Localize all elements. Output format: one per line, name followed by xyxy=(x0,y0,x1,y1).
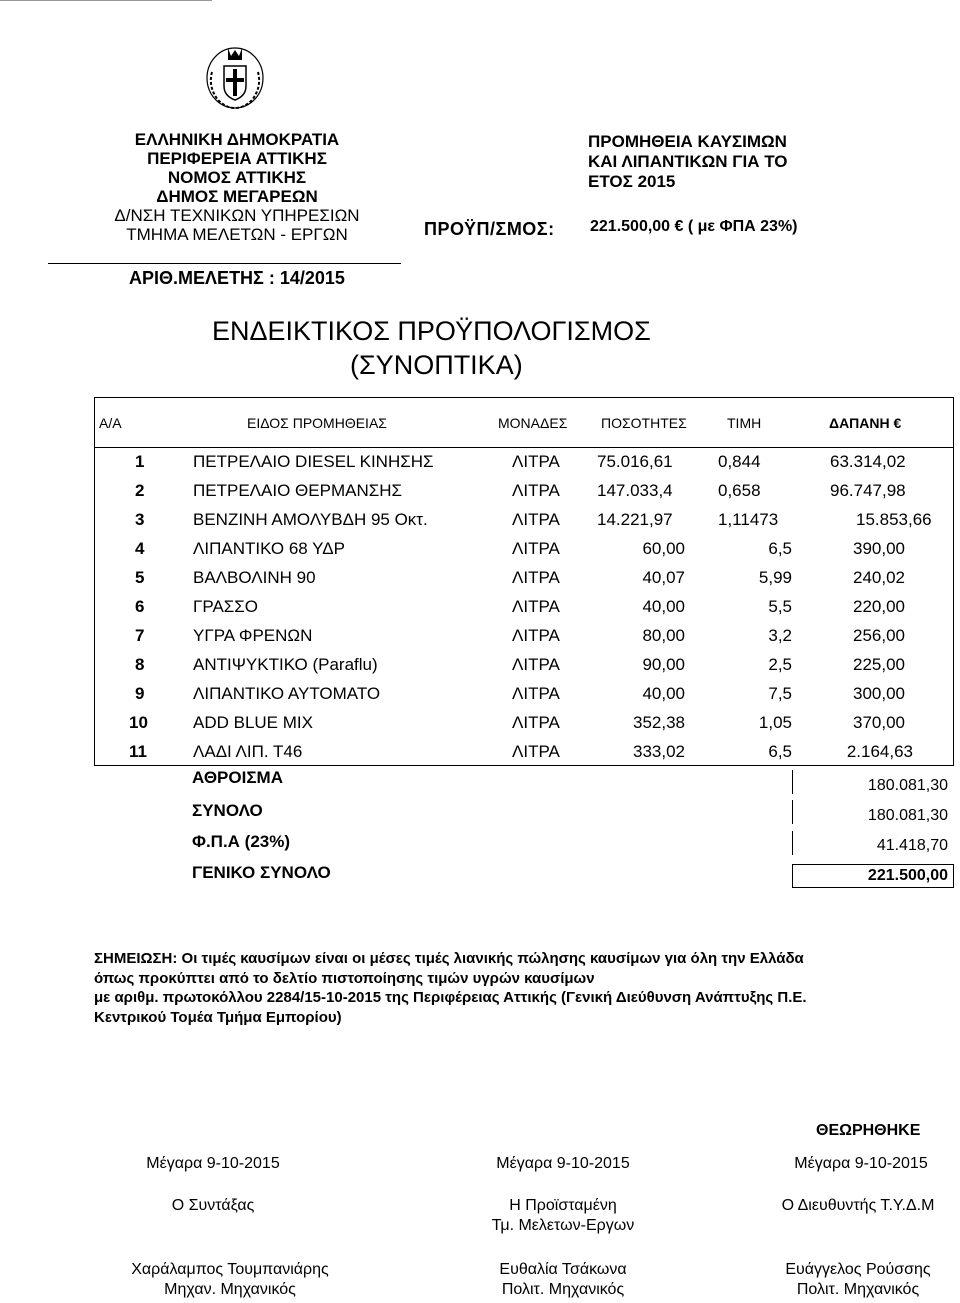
signature-title: Πολιτ. Μηχανικός xyxy=(501,1281,625,1298)
cell-aa: 6 xyxy=(135,597,145,616)
title-line-2: (ΣΥΝΟΠΤΙΚΑ) xyxy=(350,350,523,380)
cell-aa: 4 xyxy=(135,539,145,558)
note-line: ΣΗΜΕΙΩΣΗ: Οι τιμές καυσίμων είναι οι μέσες τιμές λιανικής πώλησης καυσίμων για όλη την Ελλάδα xyxy=(94,950,804,967)
col-header-price: ΤΙΜΗ xyxy=(727,415,762,431)
cell-price: 0,844 xyxy=(718,452,761,471)
cell-aa: 2 xyxy=(135,481,145,500)
cell-aa: 1 xyxy=(135,452,145,471)
signature-role: Η Προϊσταμένη xyxy=(509,1197,617,1214)
cell-qty: 60,00 xyxy=(642,539,685,558)
cell-aa: 11 xyxy=(129,742,147,761)
signature-role: Ο Συντάξας xyxy=(171,1197,255,1214)
signature-date: Μέγαρα 9-10-2015 xyxy=(146,1155,280,1172)
cell-unit: ΛΙΤΡΑ xyxy=(512,452,560,471)
cell-total: 390,00 xyxy=(853,539,905,558)
cell-total: 63.314,02 xyxy=(830,452,906,471)
header-divider xyxy=(48,263,401,264)
table-row xyxy=(95,564,955,593)
budget-value: 221.500,00 € ( με ΦΠΑ 23%) xyxy=(590,218,798,235)
header-line: ΕΛΛΗΝΙΚΗ ΔΗΜΟΚΡΑΤΙΑ xyxy=(134,130,340,149)
table-row xyxy=(95,535,955,564)
cell-aa: 9 xyxy=(135,684,145,703)
table-row xyxy=(95,651,955,680)
table-row xyxy=(95,506,955,535)
cell-qty: 80,00 xyxy=(642,626,685,645)
cell-desc: ΠΕΤΡΕΛΑΙΟ DIESEL ΚΙΝΗΣΗΣ xyxy=(193,452,434,471)
header-line: ΤΜΗΜΑ ΜΕΛΕΤΩΝ - ΕΡΓΩΝ xyxy=(126,225,348,244)
note-line: με αριθμ. πρωτοκόλλου 2284/15-10-2015 της Περιφέρειας Αττικής (Γενική Διεύθυνση Ανάπτυξης Π.Ε. xyxy=(94,989,807,1007)
header-line: ΠΕΡΙΦΕΡΕΙΑ ΑΤΤΙΚΗΣ xyxy=(147,149,327,168)
cell-aa: 3 xyxy=(135,510,145,529)
total-label: ΓΕΝΙΚΟ ΣΥΝΟΛΟ xyxy=(192,863,331,882)
col-header-unit: ΜΟΝΑΔΕΣ xyxy=(498,415,568,431)
cell-qty: 147.033,4 xyxy=(597,481,673,500)
cell-unit: ΛΙΤΡΑ xyxy=(512,684,560,703)
authority-block xyxy=(102,130,372,244)
cell-qty: 40,00 xyxy=(642,597,685,616)
cell-qty: 90,00 xyxy=(642,655,685,674)
cell-aa: 5 xyxy=(135,568,145,587)
cell-desc: ADD BLUE MIX xyxy=(193,713,313,732)
cell-total: 220,00 xyxy=(853,597,905,616)
project-line: ΠΡΟΜΗΘΕΙΑ ΚΑΥΣΙΜΩΝ xyxy=(588,132,787,151)
title-line-1: ΕΝΔΕΙΚΤΙΚΟΣ ΠΡΟΫΠΟΛΟΓΙΣΜΟΣ xyxy=(212,316,651,346)
cell-total: 256,00 xyxy=(853,626,905,645)
table-header xyxy=(94,397,954,448)
cell-total: 2.164,63 xyxy=(846,742,913,761)
cell-desc: ΒΕΝΖΙΝΗ ΑΜΟΛΥΒΔΗ 95 Οκτ. xyxy=(193,510,428,529)
signature-date: Μέγαρα 9-10-2015 xyxy=(794,1155,928,1172)
table-row xyxy=(95,593,955,622)
header-line: Δ/ΝΣΗ ΤΕΧΝΙΚΩΝ ΥΠΗΡΕΣΙΩΝ xyxy=(114,206,360,225)
cell-price: 2,5 xyxy=(768,655,792,674)
cell-price: 5,5 xyxy=(768,597,792,616)
cell-unit: ΛΙΤΡΑ xyxy=(512,626,560,645)
cell-price: 5,99 xyxy=(758,568,792,587)
table-row xyxy=(95,448,955,477)
cell-total: 300,00 xyxy=(853,684,905,703)
cell-total: 96.747,98 xyxy=(830,481,906,500)
cell-desc: ΓΡΑΣΣΟ xyxy=(193,597,259,616)
signature-name: Ευθαλία Τσάκωνα xyxy=(499,1261,627,1278)
cell-price: 0,658 xyxy=(718,481,761,500)
budget-label: ΠΡΟΫΠ/ΣΜΟΣ: xyxy=(424,219,555,239)
signature-name: Χαράλαμπος Τουμπανιάρης xyxy=(131,1261,329,1278)
note-line: Κεντρικού Τομέα Τμήμα Εμπορίου) xyxy=(94,1008,342,1026)
cell-total: 15.853,66 xyxy=(856,510,932,529)
cell-qty: 40,00 xyxy=(642,684,685,703)
cell-qty: 14.221,97 xyxy=(597,510,673,529)
note-line: όπως προκύπτει από το δελτίο πιστοποίησης τιμών υγρών καυσίμων xyxy=(94,969,595,987)
cell-desc: ΛΙΠΑΝΤΙΚΟ 68 ΥΔΡ xyxy=(193,539,345,558)
cell-price: 7,5 xyxy=(768,684,792,703)
signature-date: Μέγαρα 9-10-2015 xyxy=(496,1155,630,1172)
col-header-qty: ΠΟΣΟΤΗΤΕΣ xyxy=(601,415,687,431)
header-line: ΝΟΜΟΣ ΑΤΤΙΚΗΣ xyxy=(167,168,307,187)
project-title-block xyxy=(588,132,788,192)
cell-price: 3,2 xyxy=(768,626,792,645)
document-title xyxy=(212,314,651,382)
table-row xyxy=(95,477,955,506)
cell-desc: ΠΕΤΡΕΛΑΙΟ ΘΕΡΜΑΝΣΗΣ xyxy=(193,481,403,500)
cell-desc: ΛΑΔΙ ΛΙΠ. Τ46 xyxy=(193,742,303,761)
cell-unit: ΛΙΤΡΑ xyxy=(512,713,560,732)
table-body xyxy=(94,448,954,766)
table-row xyxy=(95,622,955,651)
cell-unit: ΛΙΤΡΑ xyxy=(512,655,560,674)
signature-title: Πολιτ. Μηχανικός xyxy=(796,1281,920,1298)
approved-label: ΘΕΩΡΗΘΗΚΕ xyxy=(816,1122,921,1139)
total-label: ΣΥΝΟΛΟ xyxy=(192,801,263,820)
study-number: ΑΡΙΘ.ΜΕΛΕΤΗΣ : 14/2015 xyxy=(129,268,345,288)
signature-role: Ο Διευθυντής Τ.Υ.Δ.Μ xyxy=(781,1197,935,1214)
cell-desc: ΒΑΛΒΟΛΙΝΗ 90 xyxy=(193,568,316,587)
note xyxy=(94,949,944,1027)
coat-of-arms-icon xyxy=(204,42,266,110)
cell-total: 370,00 xyxy=(853,713,905,732)
cell-desc: ΥΓΡΑ ΦΡΕΝΩΝ xyxy=(193,626,313,645)
total-value: 180.081,30 xyxy=(867,777,948,794)
total-value: 41.418,70 xyxy=(876,837,948,854)
cell-price: 1,11473 xyxy=(718,510,779,529)
cell-unit: ΛΙΤΡΑ xyxy=(512,539,560,558)
cell-price: 6,5 xyxy=(768,742,792,761)
total-label: ΑΘΡΟΙΣΜΑ xyxy=(192,768,283,787)
cell-total: 240,02 xyxy=(853,568,905,587)
signature-title: Μηχαν. Μηχανικός xyxy=(164,1281,296,1298)
signature-role-detail: Τμ. Μελετων-Εργων xyxy=(491,1217,635,1234)
cell-price: 1,05 xyxy=(758,713,792,732)
cell-aa: 10 xyxy=(129,713,148,732)
cell-qty: 333,02 xyxy=(633,742,685,761)
cell-qty: 352,38 xyxy=(633,713,685,732)
grand-total-value: 221.500,00 xyxy=(867,867,948,884)
col-header-aa: Α/Α xyxy=(99,415,122,431)
total-label: Φ.Π.Α (23%) xyxy=(192,832,291,851)
col-header-total: ΔΑΠΑΝΗ € xyxy=(829,415,902,431)
table-row xyxy=(95,680,955,709)
cell-price: 6,5 xyxy=(768,539,792,558)
cell-aa: 7 xyxy=(135,626,145,645)
total-value: 180.081,30 xyxy=(867,807,948,824)
table-row xyxy=(95,738,955,767)
cell-unit: ΛΙΤΡΑ xyxy=(512,742,560,761)
cell-qty: 40,07 xyxy=(642,568,685,587)
cell-unit: ΛΙΤΡΑ xyxy=(512,597,560,616)
cell-unit: ΛΙΤΡΑ xyxy=(512,568,560,587)
signature-name: Ευάγγελος Ρούσσης xyxy=(785,1261,931,1278)
cell-desc: ΑΝΤΙΨΥΚΤΙΚΟ (Paraflu) xyxy=(193,655,378,674)
top-rule xyxy=(0,0,212,1)
col-header-desc: ΕΙΔΟΣ ΠΡΟΜΗΘΕΙΑΣ xyxy=(247,415,387,431)
project-line: ΕΤΟΣ 2015 xyxy=(588,172,676,191)
project-line: ΚΑΙ ΛΙΠΑΝΤΙΚΩΝ ΓΙΑ ΤΟ xyxy=(588,152,788,171)
cell-aa: 8 xyxy=(135,655,145,674)
table-row xyxy=(95,709,955,738)
cell-unit: ΛΙΤΡΑ xyxy=(512,510,560,529)
cell-qty: 75.016,61 xyxy=(597,452,673,471)
cell-total: 225,00 xyxy=(853,655,905,674)
header-line: ΔΗΜΟΣ ΜΕΓΑΡΕΩΝ xyxy=(156,187,318,206)
cell-unit: ΛΙΤΡΑ xyxy=(512,481,560,500)
cell-desc: ΛΙΠΑΝΤΙΚΟ ΑΥΤΟΜΑΤΟ xyxy=(193,684,381,703)
